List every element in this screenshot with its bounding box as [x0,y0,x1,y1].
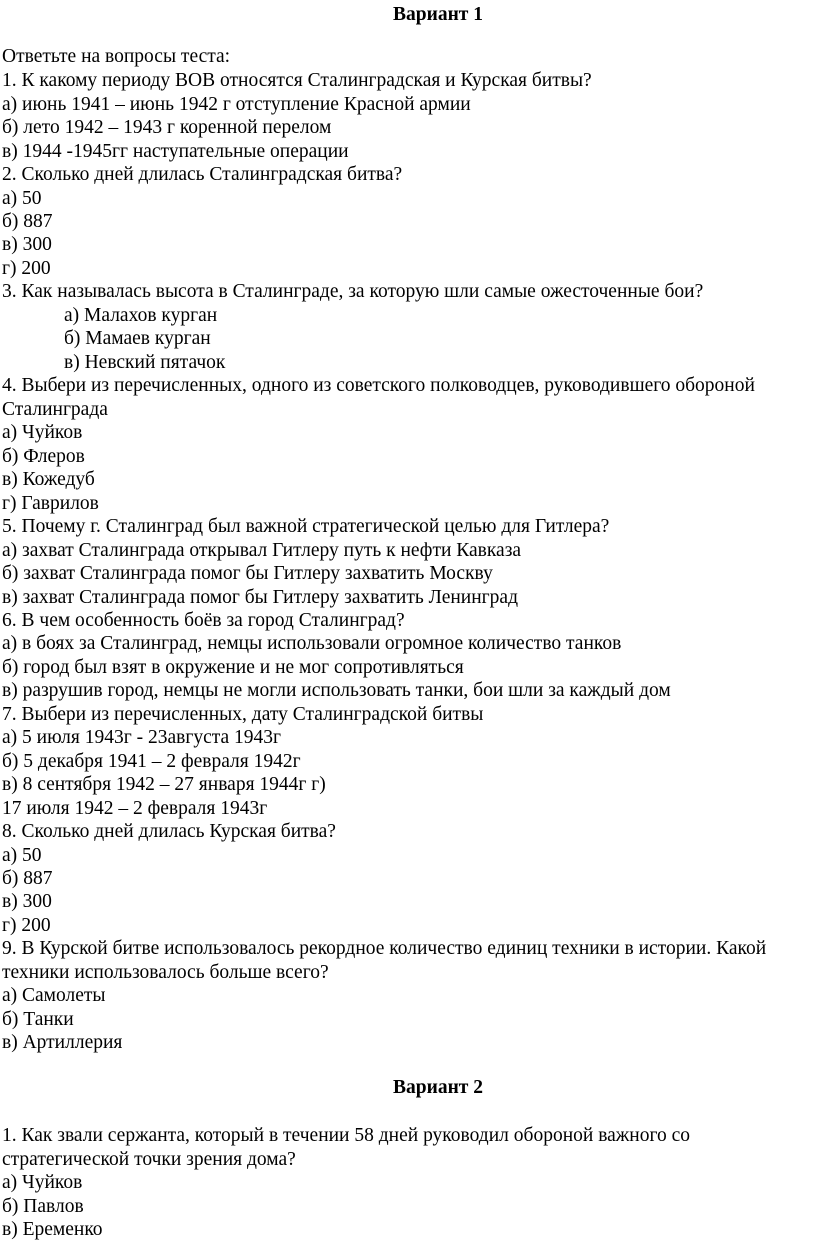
answer-line: а) Малахов курган [64,305,218,326]
question-4: 4. Выбери из перечисленных, одного из советского полководцев, руководившего обороной [2,375,755,396]
variant-1-title: Вариант 1 [392,4,484,25]
answer-line: б) 887 [2,211,53,232]
question-9: 9. В Курской битве использовалось рекордное количество единиц техники в истории. Какой [2,938,767,959]
question-8: 8. Сколько дней длилась Курская битва? [2,821,336,842]
question-1: 1. К какому периоду ВОВ относятся Сталинградская и Курская битвы? [2,70,592,91]
question-2: 2. Сколько дней длилась Сталинградская битва? [2,164,403,185]
variant-2-question-1-continuation: стратегической точки зрения дома? [2,1149,296,1170]
answer-line: а) 50 [2,845,42,866]
answer-line: в) 1944 -1945гг наступательные операции [2,141,349,162]
answer-line: г) Гаврилов [2,493,99,514]
answer-line: в) Еременко [2,1219,103,1240]
question-7: 7. Выбери из перечисленных, дату Сталинградской битвы [2,704,484,725]
variant-2-title: Вариант 2 [392,1077,484,1098]
test-instructions: Ответьте на вопросы теста: [2,46,231,67]
answer-line: б) Флеров [2,446,85,467]
answer-line: б) 5 декабря 1941 – 2 февраля 1942г [2,751,301,772]
answer-line: в) Невский пятачок [64,352,226,373]
answer-line: б) захват Сталинграда помог бы Гитлеру захватить Москву [2,563,493,584]
question-3: 3. Как называлась высота в Сталинграде, за которую шли самые ожесточенные бои? [2,281,704,302]
answer-line: в) Артиллерия [2,1032,123,1053]
answer-line: а) в боях за Сталинград, немцы использовали огромное количество танков [2,633,622,654]
answer-line: 17 июля 1942 – 2 февраля 1943г [2,798,268,819]
answer-line: г) 200 [2,258,51,279]
answer-line: б) лето 1942 – 1943 г коренной перелом [2,117,332,138]
answer-line: в) разрушив город, немцы не могли использовать танки, бои шли за каждый дом [2,680,671,701]
answer-line: б) 887 [2,868,53,889]
question-6: 6. В чем особенность боёв за город Сталинград? [2,610,405,631]
answer-line: б) Мамаев курган [64,328,211,349]
answer-line: а) июнь 1941 – июнь 1942 г отступление Красной армии [2,94,471,115]
answer-line: б) Танки [2,1009,74,1030]
answer-line: г) 200 [2,915,51,936]
answer-line: в) 300 [2,234,52,255]
answer-line: в) Кожедуб [2,469,95,490]
answer-line: а) 5 июля 1943г - 23августа 1943г [2,727,282,748]
answer-line: в) 8 сентября 1942 – 27 января 1944г г) [2,774,326,795]
answer-line: а) Чуйков [2,422,83,443]
answer-line: а) Чуйков [2,1172,83,1193]
variant-2-question-1: 1. Как звали сержанта, который в течении 58 дней руководил обороной важного со [2,1125,690,1146]
answer-line: а) захват Сталинграда открывал Гитлеру путь к нефти Кавказа [2,540,522,561]
answer-line: в) захват Сталинграда помог бы Гитлеру захватить Ленинград [2,587,518,608]
answer-line: а) Самолеты [2,985,106,1006]
question-5: 5. Почему г. Сталинград был важной стратегической целью для Гитлера? [2,516,610,537]
answer-line: а) 50 [2,188,42,209]
answer-line: б) город был взят в окружение и не мог сопротивляться [2,657,464,678]
answer-line: в) 300 [2,891,52,912]
question-9-continuation: техники использовалось больше всего? [2,962,329,983]
question-4-continuation: Сталинграда [2,399,108,420]
answer-line: б) Павлов [2,1196,84,1217]
